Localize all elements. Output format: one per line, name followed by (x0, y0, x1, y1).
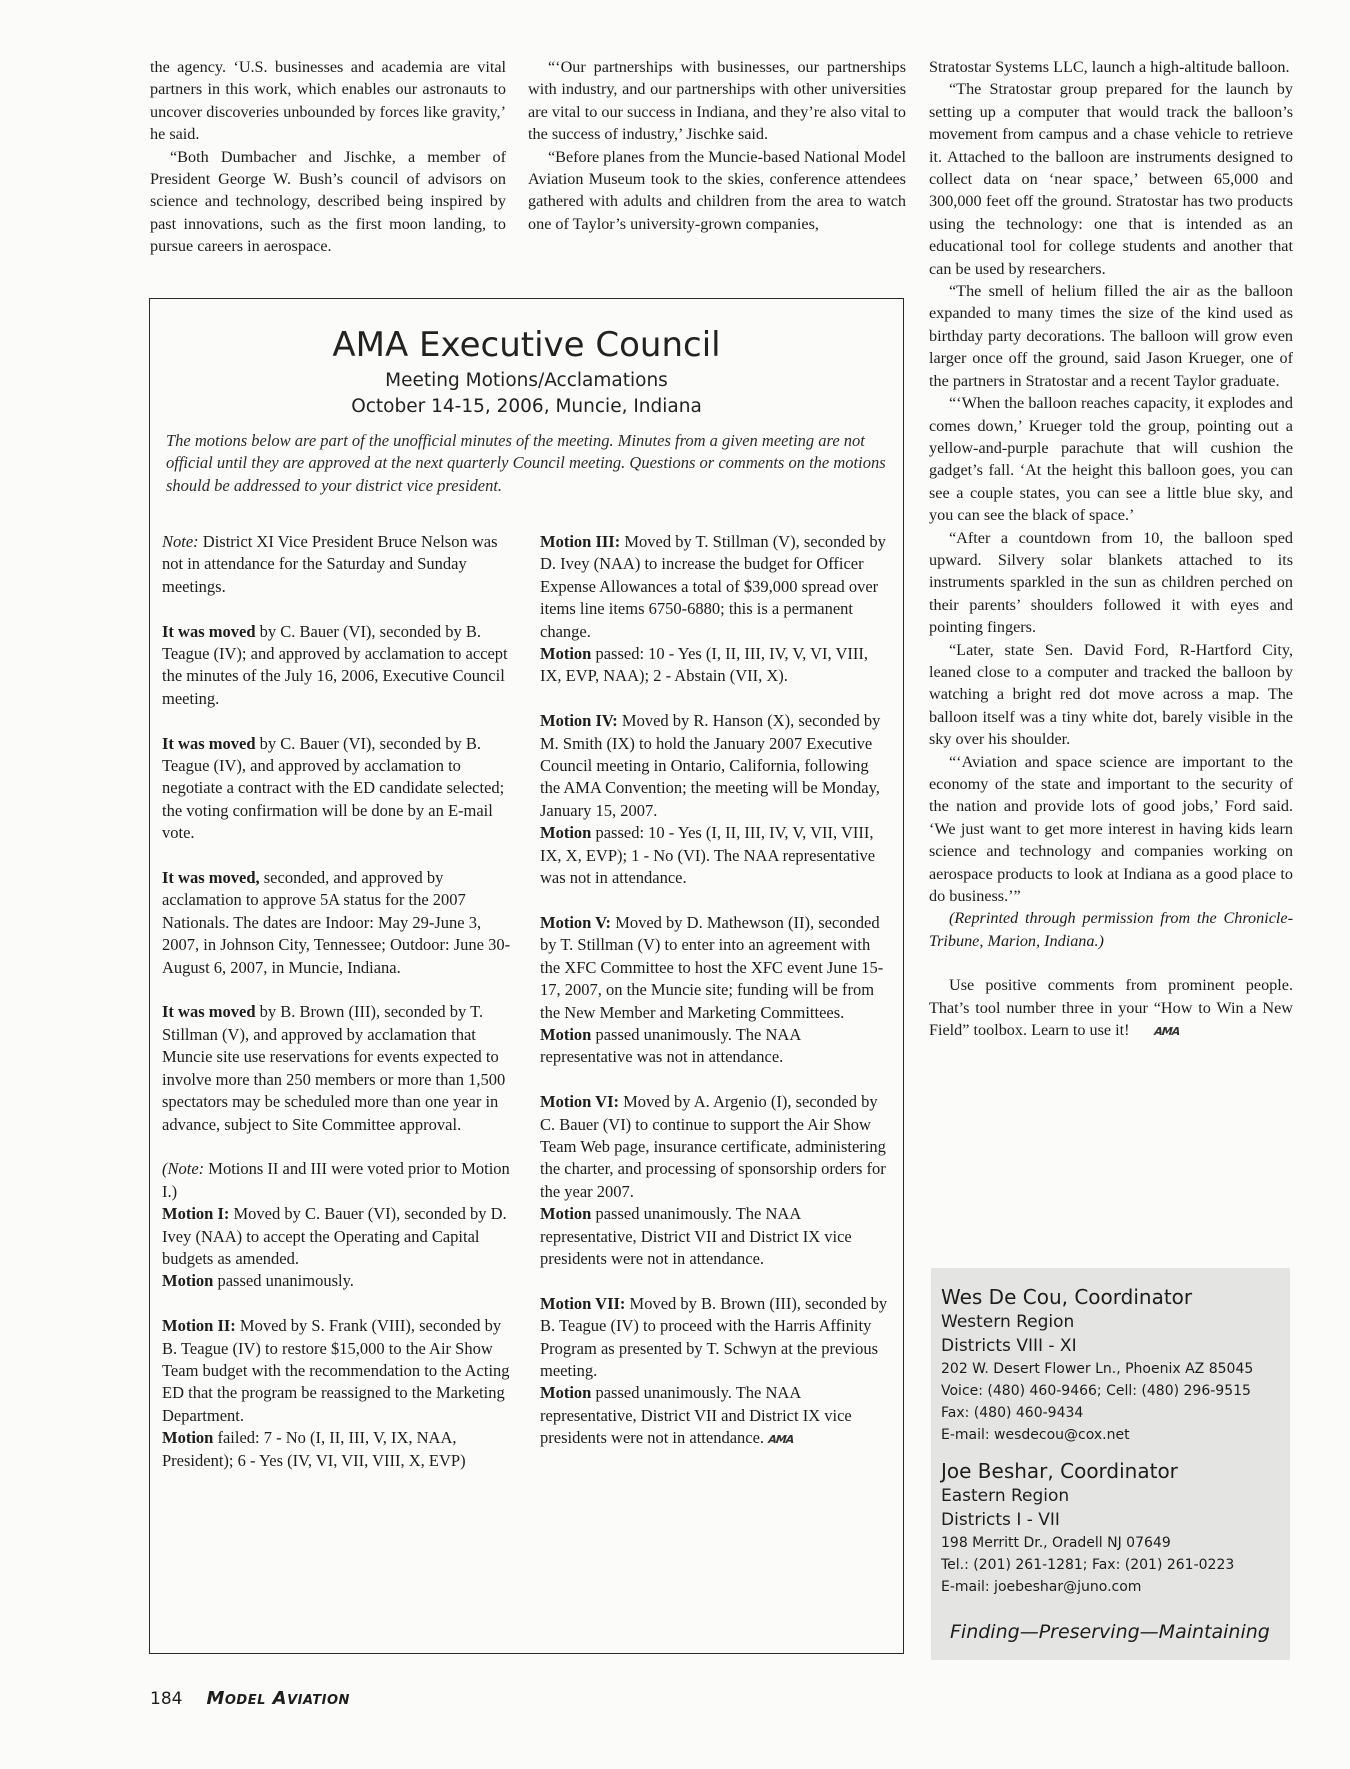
closing-text: Use positive comments from prominent people. That’s tool number three in your “How to Win a New Field” toolbox. Learn to use it! (929, 976, 1293, 1040)
paragraph: “The smell of helium filled the air as the balloon expanded to many times the size of the kind used as birthday party decorations. The balloon will grow even larger once off the ground, said Jason Krueger, one of the partners in Stratostar and a recent Taylor graduate. (929, 282, 1293, 390)
paragraph: “Later, state Sen. David Ford, R-Hartford City, leaned close to a computer and tracked the balloon by watching a bright red dot move across a map. The balloon itself was a tiny white dot, barely visible in the sky over his shoulder. (929, 640, 1293, 749)
acclamation-lead: It was moved (162, 1002, 256, 1022)
motion-lead: Motion VI: (540, 1092, 619, 1112)
ama-logo-icon: AMA (766, 1433, 795, 1447)
motion-lead: Motion I: (162, 1204, 230, 1224)
coordinator-address: 198 Merritt Dr., Oradell NJ 07649 (941, 1535, 1171, 1551)
western-coordinator (941, 1284, 1286, 1446)
paragraph: the agency. ‘U.S. businesses and academia are vital partners in this work, which enables our astronauts to uncover discoveries unbounded by forces like gravity,’ he said. (150, 58, 506, 144)
acclamation (162, 733, 514, 845)
ama-logo-icon: AMA (1151, 1025, 1181, 1039)
coordinator-contact-box (931, 1268, 1290, 1660)
motion-result-lead: Motion (540, 1024, 592, 1044)
note-text: District XI Vice President Bruce Nelson was not in attendance for the Saturday and Sunday meetings. (162, 532, 498, 596)
eastern-coordinator (941, 1458, 1286, 1598)
coordinator-phones: Voice: (480) 460-9466; Cell: (480) 296-9515 (941, 1383, 1251, 1399)
page-footer (150, 1688, 350, 1710)
motion-text: Moved by C. Bauer (VI), seconded by D. Ivey (NAA) to accept the Operating and Capital budgets as amended. (162, 1204, 507, 1268)
motion (540, 710, 892, 822)
coordinator-region: Eastern Region (941, 1486, 1070, 1506)
motion-text: Moved by T. Stillman (V), seconded by D. Ivey (NAA) to increase the budget for Officer Expense Allowances a total of $39,000 spread over items line items 6750-6880; this is a permanent change. (540, 532, 886, 641)
motion-result-text: passed: 10 - Yes (I, II, III, IV, V, VII, VIII, IX, X, EVP); 1 - No (VI). The NAA representative was not in attendance. (540, 823, 876, 888)
coordinator-fax: Fax: (480) 460-9434 (941, 1405, 1084, 1421)
motion-lead: Motion II: (162, 1316, 236, 1336)
motions-column-right (540, 531, 892, 1452)
motion-lead: Motion IV: (540, 711, 618, 731)
motion-result-text: passed: 10 - Yes (I, II, III, IV, V, VI, VIII, IX, EVP, NAA); 2 - Abstain (VII, X). (540, 644, 869, 686)
motion-result (540, 1203, 892, 1270)
acclamation (162, 1001, 514, 1135)
motion-result-lead: Motion (540, 644, 592, 664)
council-subtitle: Meeting Motions/Acclamations (385, 370, 668, 391)
motion (540, 1293, 892, 1383)
motion-result (162, 1270, 514, 1292)
paragraph: “‘Our partnerships with businesses, our partnerships with industry, and our partnerships with other universities are vital to our success in Indiana, and they’re also vital to the success of industry,’ Jischke said. (528, 58, 906, 144)
motion (540, 531, 892, 643)
acclamation-text: by C. Bauer (VI), seconded by B. Teague (IV), and approved by acclamation to negotiate a contract with the ED candidate selected; the voting confirmation will be done by an E-mail vote. (162, 733, 505, 843)
council-date: October 14-15, 2006, Muncie, Indiana (351, 396, 702, 417)
motion (162, 1203, 514, 1270)
closing-paragraph (929, 974, 1293, 1043)
note-label: Note: (162, 532, 199, 551)
article-column-1 (150, 56, 506, 258)
motion-result-lead: Motion (540, 1383, 592, 1403)
note-text: Motions II and III were voted prior to Motion I.) (162, 1159, 510, 1201)
motion-result (540, 1024, 892, 1069)
motion-result (540, 643, 892, 688)
coordinator-phones: Tel.: (201) 261-1281; Fax: (201) 261-0223 (941, 1557, 1235, 1573)
tagline: Finding—Preserving—Maintaining (950, 1621, 1270, 1643)
acclamation-lead: It was moved (162, 621, 256, 641)
motion-text: Moved by B. Brown (III), seconded by B. Teague (IV) to proceed with the Harris Affinity Program as presented by T. Schwyn at the previous meeting. (540, 1293, 888, 1380)
coordinator-districts: Districts VIII - XI (941, 1336, 1077, 1356)
acclamation-lead: It was moved (162, 733, 256, 753)
acclamation-lead: It was moved, (162, 868, 260, 888)
motion-text: Moved by A. Argenio (I), seconded by C. Bauer (VI) to continue to support the Air Show Team Web page, insurance certificate, administering the charter, and processing of sponsorship orders for the year 2007. (540, 1092, 886, 1201)
motion-result-text: failed: 7 - No (I, II, III, V, IX, NAA, President); 6 - Yes (IV, VI, VII, VIII, X, EVP) (162, 1428, 466, 1470)
paragraph: Stratostar Systems LLC, launch a high-altitude balloon. (929, 58, 1290, 76)
paragraph: “Both Dumbacher and Jischke, a member of President George W. Bush’s council of advisors on science and technology, described being inspired by past innovations, such as the first moon landing, to pursue careers in aerospace. (150, 147, 506, 256)
acclamation (162, 621, 514, 711)
motion (540, 1091, 892, 1203)
motion-lead: Motion VII: (540, 1293, 626, 1313)
paragraph: “‘Aviation and space science are important to the economy of the state and important to the security of the nation and provide lots of good jobs,’ Ford said. ‘We just want to get more interest in having kids learn science and technology and companies working on aerospace products to look at Indiana as a good place to do business.’” (929, 752, 1293, 906)
executive-council-box (149, 298, 904, 1654)
motion-result (162, 1427, 514, 1472)
acclamation (162, 867, 514, 979)
coordinator-name: Wes De Cou, Coordinator (941, 1285, 1193, 1309)
note-label: (Note: (162, 1159, 205, 1179)
motion-result-lead: Motion (162, 1428, 214, 1448)
motion-result (540, 1382, 892, 1451)
motions-column-left (162, 531, 514, 1472)
motion-result-text: passed unanimously. The NAA representative, District VII and District IX vice presidents were not in attendance. (540, 1204, 852, 1268)
motion-text: Moved by S. Frank (VIII), seconded by B. Teague (IV) to restore $15,000 to the Air Show Team budget with the recommendation to the Acting ED that the program be reassigned to the Marketing Department. (162, 1316, 510, 1425)
motion-result-text: passed unanimously. The NAA representative was not in attendance. (540, 1024, 801, 1067)
note (162, 1158, 514, 1203)
page-number: 184 (150, 1689, 183, 1709)
reprint-credit: (Reprinted through permission from the Chronicle-Tribune, Marion, Indiana.) (929, 909, 1293, 950)
motion-lead: Motion III: (540, 532, 621, 551)
motion-lead: Motion V: (540, 912, 612, 932)
motion-result-lead: Motion (540, 823, 592, 843)
acclamation-text: by C. Bauer (VI), seconded by B. Teague (IV); and approved by acclamation to accept the minutes of the July 16, 2006, Executive Council meeting. (162, 621, 508, 708)
acclamation-text: by B. Brown (III), seconded by T. Stillman (V), and approved by acclamation that Muncie site use reservations for events expected to involve more than 250 members or more than 1,500 spectators may be scheduled more than one year in advance, subject to Site Committee approval. (162, 1002, 506, 1134)
paragraph: “‘When the balloon reaches capacity, it explodes and comes down,’ Krueger told the group, pointing out a yellow-and-purple parachute that will cushion the gadget’s fall. ‘At the height this balloon goes, you can see a couple states, you can see a little blue sky, and you can see the black of space.’ (929, 394, 1293, 525)
acclamation-text: seconded, and approved by acclamation to approve 5A status for the 2007 Nationals. The dates are Indoor: May 29-June 3, 2007, in Johnson City, Tennessee; Outdoor: June 30-August 6, 2007, in Muncie, Indiana. (162, 868, 511, 977)
note (162, 531, 514, 598)
coordinator-region: Western Region (941, 1312, 1075, 1332)
magazine-name: Model Aviation (206, 1688, 350, 1709)
article-column-3 (929, 56, 1293, 1043)
coordinator-districts: Districts I - VII (941, 1510, 1060, 1530)
coordinator-email[interactable]: E-mail: joebeshar@juno.com (941, 1579, 1142, 1595)
motion-result-text: passed unanimously. (213, 1271, 354, 1291)
council-title: AMA Executive Council (332, 325, 721, 365)
motion-text: Moved by R. Hanson (X), seconded by M. Smith (IX) to hold the January 2007 Executive Council meeting in Ontario, California, following the AMA Convention; the meeting will be Monday, January 15, 2007. (540, 711, 881, 820)
coordinator-address: 202 W. Desert Flower Ln., Phoenix AZ 85045 (941, 1361, 1254, 1377)
motion (162, 1315, 514, 1427)
article-column-2 (528, 56, 906, 235)
motion-text: Moved by D. Mathewson (II), seconded by T. Stillman (V) to enter into an agreement with the XFC Committee to host the XFC event June 15-17, 2007, on the Muncie site; funding will be from the New Member and Marketing Committees. (540, 912, 884, 1022)
motion-result (540, 822, 892, 889)
paragraph: “Before planes from the Muncie-based National Model Aviation Museum took to the skies, conference attendees gathered with adults and children from the area to watch one of Taylor’s university-grown companies, (528, 147, 906, 233)
paragraph: “After a countdown from 10, the balloon sped upward. Silvery solar blankets attached to its instruments sparkled in the sun as children perched on their parents’ shoulders followed it with eyes and pointing fingers. (929, 528, 1293, 637)
motion-result-lead: Motion (162, 1271, 214, 1291)
coordinator-name: Joe Beshar, Coordinator (941, 1459, 1178, 1483)
motion-result-text: passed unanimously. The NAA representative, District VII and District IX vice presidents were not in attendance. (540, 1383, 852, 1448)
council-intro: The motions below are part of the unofficial minutes of the meeting. Minutes from a given meeting are not official until they are approved at the next quarterly Council meeting. Questions or comments on the motions should be addressed to your district vice president. (166, 431, 886, 495)
coordinator-email[interactable]: E-mail: wesdecou@cox.net (941, 1427, 1130, 1443)
motion (540, 912, 892, 1024)
motion-result-lead: Motion (540, 1204, 592, 1224)
paragraph: “The Stratostar group prepared for the launch by setting up a computer that would track the balloon’s movement from campus and a chase vehicle to retrieve it. Attached to the balloon are instruments designed to collect data on ‘near space,’ between 65,000 and 300,000 feet off the ground. Stratostar has two products using the technology: one that is intended as an educational tool for college students and another that can be used by researchers. (929, 80, 1293, 278)
